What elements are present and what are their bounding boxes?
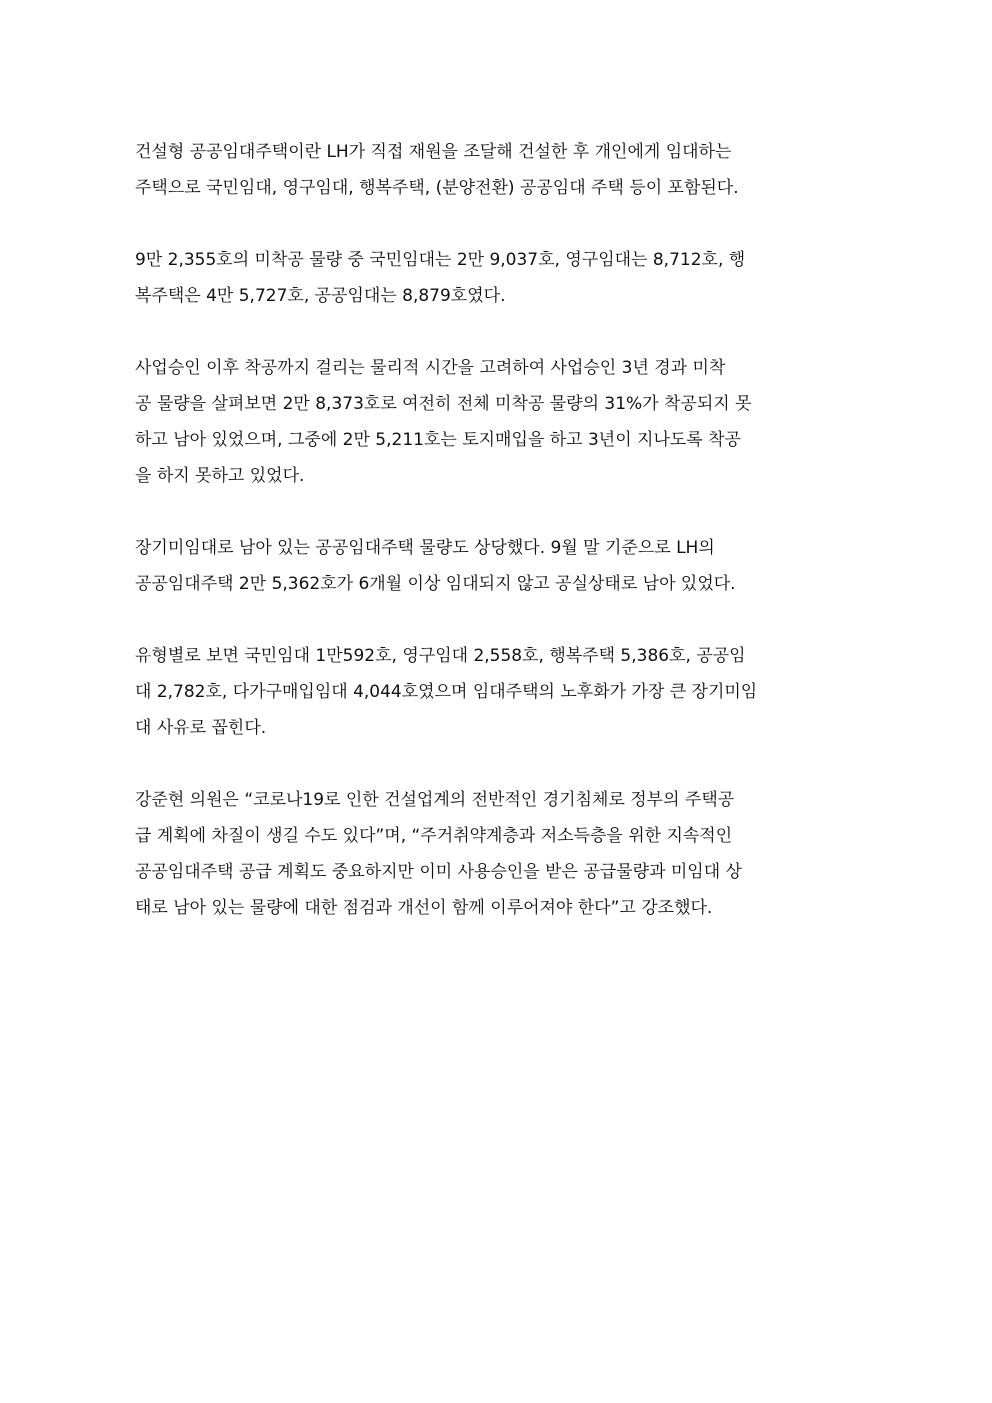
text-line: 건설형 공공임대주택이란 LH가 직접 재원을 조달해 건설한 후 개인에게 임대하는: [135, 142, 732, 162]
paragraph-unstarted-volume: [118, 242, 876, 314]
paragraph-quote: [118, 782, 876, 926]
text-line: 유형별로 보면 국민임대 1만592호, 영구임대 2,558호, 행복주택 5,386호, 공공임: [135, 646, 746, 666]
text-line: 을 하지 못하고 있었다.: [135, 466, 305, 486]
text-line: 강준현 의원은 “코로나19로 인한 건설업계의 전반적인 경기침체로 정부의 주택공: [135, 790, 735, 810]
paragraph-vacancy-by-type: [118, 638, 876, 746]
text-line: 급 계획에 차질이 생길 수도 있다”며, “주거취약계층과 저소득층을 위한 지속적인: [135, 826, 733, 846]
text-line: 공 물량을 살펴보면 2만 8,373호로 여전히 전체 미착공 물량의 31%가 착공되지 못: [135, 394, 752, 414]
paragraph-definition: [118, 134, 876, 206]
text-line: 대 2,782호, 다가구매입임대 4,044호였으며 임대주택의 노후화가 가장 큰 장기미임: [135, 682, 758, 702]
text-line: 하고 남아 있었으며, 그중에 2만 5,211호는 토지매입을 하고 3년이 지나도록 착공: [135, 430, 741, 450]
paragraph-long-term-vacancy: [118, 530, 876, 602]
text-line: 사업승인 이후 착공까지 걸리는 물리적 시간을 고려하여 사업승인 3년 경과 미착: [135, 358, 726, 378]
text-line: 복주택은 4만 5,727호, 공공임대는 8,879호였다.: [135, 286, 506, 306]
text-line: 장기미임대로 남아 있는 공공임대주택 물량도 상당했다. 9월 말 기준으로 LH의: [135, 538, 715, 558]
text-line: 주택으로 국민임대, 영구임대, 행복주택, (분양전환) 공공임대 주택 등이 포함된다.: [135, 178, 739, 198]
text-line: 태로 남아 있는 물량에 대한 점검과 개선이 함께 이루어져야 한다”고 강조했다.: [135, 898, 713, 918]
text-line: 9만 2,355호의 미착공 물량 중 국민임대는 2만 9,037호, 영구임대는 8,712호, 행: [135, 250, 746, 270]
text-line: 대 사유로 꼽힌다.: [135, 718, 267, 738]
text-line: 공공임대주택 2만 5,362호가 6개월 이상 임대되지 않고 공실상태로 남아 있었다.: [135, 574, 736, 594]
paragraph-approval-delay: [118, 350, 876, 494]
text-line: 공공임대주택 공급 계획도 중요하지만 이미 사용승인을 받은 공급물량과 미임대 상: [135, 862, 742, 882]
document-body: [118, 134, 876, 962]
